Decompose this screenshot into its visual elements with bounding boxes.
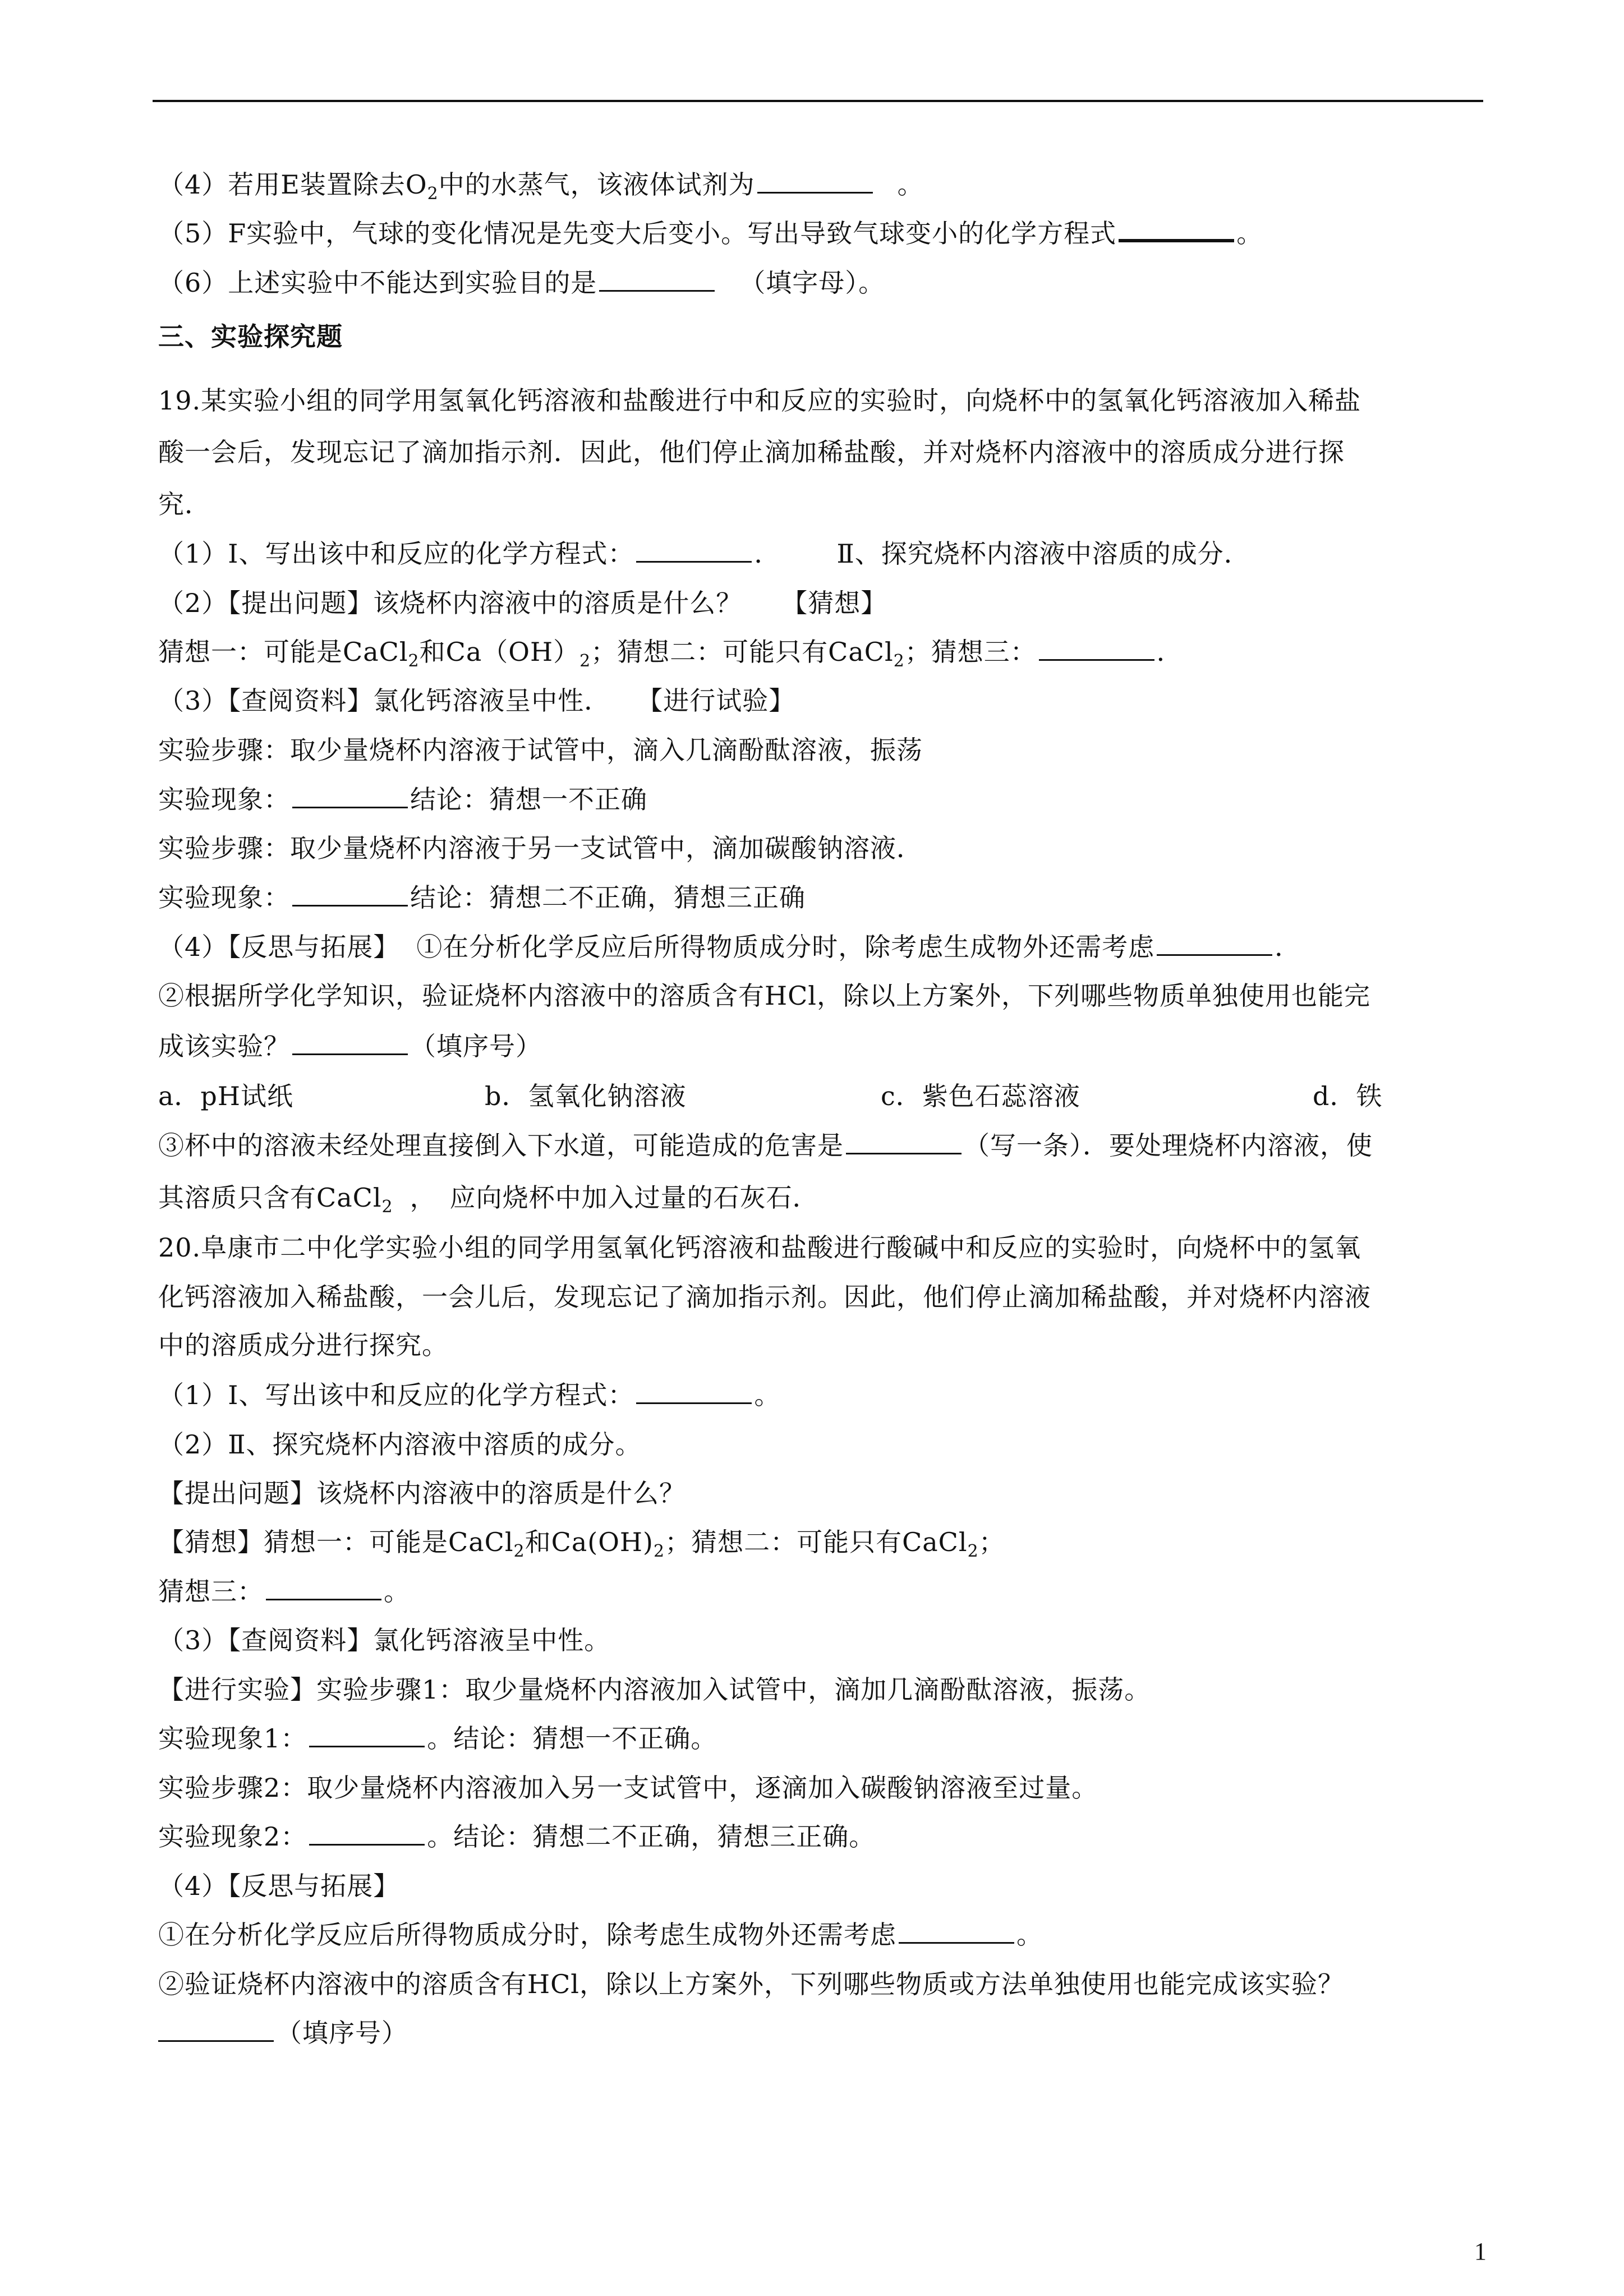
text: 实验现象： (158, 784, 290, 815)
q20-intro-line3: 中的溶质成分进行探究。 (158, 1330, 448, 1360)
text: 。 (897, 169, 924, 200)
text: 猜想一：可能是CaCl (158, 637, 408, 667)
text: （填序号） (410, 1031, 542, 1061)
answer-blank[interactable] (1039, 631, 1154, 661)
q19-guesses (158, 628, 1183, 675)
text: （写一条）．要处理烧杯内溶液，使 (964, 1130, 1373, 1161)
text: （1）Ⅰ、写出该中和反应的化学方程式： (158, 1380, 634, 1410)
q19-reflect3-line2 (158, 1174, 819, 1221)
answer-blank[interactable] (1119, 211, 1234, 242)
q19-reflect2-line1: ②根据所学化学知识，验证烧杯内溶液中的溶质含有HCl，除以上方案外，下列哪些物质单独使用也能完 (158, 981, 1371, 1011)
option-a: a．pH试纸 (158, 1081, 293, 1111)
q19-part4 (158, 923, 1301, 970)
subscript: 2 (579, 651, 591, 671)
q19-options (158, 1073, 1488, 1120)
text: ． (1156, 637, 1183, 667)
text: ， 应向烧杯中加入过量的石灰石． (410, 1182, 819, 1213)
q20-part2: （2）Ⅱ、探究烧杯内溶液中溶质的成分。 (158, 1429, 642, 1460)
q19-step2: 实验步骤：取少量烧杯内溶液于另一支试管中，滴加碳酸钠溶液． (158, 833, 923, 863)
text: 【进行试验】 (650, 685, 795, 716)
text: 。结论：猜想二不正确，猜想三正确。 (427, 1821, 876, 1852)
text: （2）【提出问题】该烧杯内溶液中的溶质是什么？ (158, 588, 743, 618)
answer-blank[interactable] (599, 262, 715, 292)
subscript: 2 (408, 651, 420, 671)
header-rule (153, 100, 1483, 102)
subscript: 2 (513, 1542, 525, 1561)
text: （3）【查阅资料】氯化钙溶液呈中性． (158, 685, 611, 716)
answer-blank[interactable] (292, 877, 408, 907)
q20-experiment1: 【进行实验】实验步骤1：取少量烧杯内溶液加入试管中，滴加几滴酚酞溶液，振荡。 (158, 1674, 1151, 1705)
q19-step1: 实验步骤：取少量烧杯内溶液于试管中，滴入几滴酚酞溶液，振荡 (158, 735, 923, 765)
text: 。 (1236, 218, 1263, 249)
text: 。 (754, 1380, 781, 1410)
text: 【猜想】猜想一：可能是CaCl (158, 1527, 514, 1557)
text: 成该实验？ (158, 1031, 290, 1061)
q19-part3 (158, 677, 795, 724)
text: 实验现象2： (158, 1821, 307, 1852)
text: 中的水蒸气，该液体试剂为 (438, 169, 755, 200)
answer-blank[interactable] (309, 1718, 425, 1747)
q20-intro-line2: 化钙溶液加入稀盐酸，一会儿后，发现忘记了滴加指示剂。因此，他们停止滴加稀盐酸，并对烧杯内溶液 (158, 1282, 1371, 1312)
q19-intro-line2: 酸一会后，发现忘记了滴加指示剂．因此，他们停止滴加稀盐酸，并对烧杯内溶液中的溶质成分进行探 (158, 437, 1345, 467)
option-c: c．紫色石蕊溶液 (881, 1081, 1080, 1111)
answer-blank[interactable] (292, 1025, 408, 1055)
text: 结论：猜想一不正确 (410, 784, 647, 815)
text: ；猜想三： (904, 637, 1037, 667)
q20-reflect1 (158, 1911, 1043, 1958)
q18-part5 (158, 210, 1263, 257)
q19-part2 (158, 579, 887, 627)
subscript: 2 (381, 1197, 393, 1217)
text: 和Ca（OH） (419, 637, 580, 667)
option-b: b．氢氧化钠溶液 (485, 1081, 687, 1111)
q19-observation1 (158, 776, 647, 823)
text: （4）若用E装置除去O (158, 169, 427, 200)
subscript: 2 (967, 1542, 979, 1561)
answer-blank[interactable] (899, 1914, 1014, 1944)
q19-part1 (158, 530, 1250, 577)
subscript: 2 (653, 1542, 665, 1561)
text: （6）上述实验中不能达到实验目的是 (158, 268, 597, 298)
q20-guesses (158, 1519, 1005, 1566)
text: ；猜想二：可能只有CaCl (665, 1527, 968, 1557)
q20-intro-line1: 20.阜康市二中化学实验小组的同学用氢氧化钙溶液和盐酸进行酸碱中和反应的实验时，向烧杯中的氢氧 (158, 1232, 1361, 1263)
q20-part4: （4）【反思与拓展】 (158, 1871, 400, 1901)
text: （填序号） (276, 2018, 408, 2048)
text: ； (978, 1527, 1005, 1557)
q20-question: 【提出问题】该烧杯内溶液中的溶质是什么？ (158, 1478, 686, 1508)
q20-reflect2: ②验证烧杯内溶液中的溶质含有HCl，除以上方案外，下列哪些物质或方法单独使用也能完成该实验？ (158, 1969, 1345, 1999)
page-number: 1 (1474, 2238, 1487, 2265)
q19-intro-line3: 究． (158, 489, 211, 519)
text: ；猜想二：可能只有CaCl (591, 637, 894, 667)
text: ． (754, 539, 781, 569)
text: ③杯中的溶液未经处理直接倒入下水道，可能造成的危害是 (158, 1130, 844, 1161)
q19-observation2 (158, 874, 806, 921)
text: 【猜想】 (781, 588, 887, 618)
answer-blank[interactable] (846, 1125, 961, 1154)
q20-part1 (158, 1372, 780, 1419)
answer-blank[interactable] (309, 1816, 425, 1846)
answer-blank[interactable] (266, 1571, 381, 1600)
option-d: d．铁 (1313, 1081, 1383, 1111)
q19-intro-line1: 19.某实验小组的同学用氢氧化钙溶液和盐酸进行中和反应的实验时，向烧杯中的氢氧化钙溶液加入稀盐 (158, 385, 1361, 416)
text: 实验现象： (158, 882, 290, 913)
answer-blank[interactable] (292, 779, 408, 808)
q20-part3: （3）【查阅资料】氯化钙溶液呈中性。 (158, 1625, 611, 1655)
text: 。 (384, 1576, 410, 1607)
text: 和Ca(OH) (525, 1527, 654, 1557)
text: （4）【反思与拓展】 (158, 932, 400, 962)
q18-part4 (158, 161, 924, 208)
text: （填字母）。 (739, 268, 885, 298)
text: （1）Ⅰ、写出该中和反应的化学方程式： (158, 539, 634, 569)
answer-blank[interactable] (158, 2012, 274, 2042)
text: ①在分析化学反应后所得物质成分时，除考虑生成物外还需考虑 (416, 932, 1155, 962)
q20-observation1 (158, 1715, 717, 1762)
q20-observation2 (158, 1813, 875, 1860)
text: Ⅱ、探究烧杯内溶液中溶质的成分． (836, 539, 1250, 569)
q20-experiment2: 实验步骤2：取少量烧杯内溶液加入另一支试管中，逐滴加入碳酸钠溶液至过量。 (158, 1773, 1098, 1803)
subscript: 2 (427, 184, 439, 204)
text: 。 (1016, 1920, 1043, 1950)
text: 实验现象1： (158, 1723, 307, 1754)
answer-blank[interactable] (1157, 926, 1272, 956)
text: ． (1275, 932, 1301, 962)
q20-guess3 (158, 1568, 410, 1615)
section-title: 三、实验探究题 (158, 321, 343, 352)
text: （5）F实验中，气球的变化情况是先变大后变小。写出导致气球变小的化学方程式 (158, 218, 1117, 249)
q18-part6 (158, 259, 885, 306)
answer-blank[interactable] (757, 164, 873, 194)
subscript: 2 (893, 651, 905, 671)
q19-reflect3-line1 (158, 1122, 1373, 1169)
q20-reflect2-answer (158, 2009, 408, 2056)
q19-reflect2-line2 (158, 1023, 542, 1070)
text: 猜想三： (158, 1576, 264, 1607)
text: 结论：猜想二不正确，猜想三正确 (410, 882, 806, 913)
answer-blank[interactable] (636, 1374, 752, 1404)
text: 其溶质只含有CaCl (158, 1182, 382, 1213)
answer-blank[interactable] (636, 533, 752, 563)
text: ①在分析化学反应后所得物质成分时，除考虑生成物外还需考虑 (158, 1920, 896, 1950)
text: 。结论：猜想一不正确。 (427, 1723, 717, 1754)
